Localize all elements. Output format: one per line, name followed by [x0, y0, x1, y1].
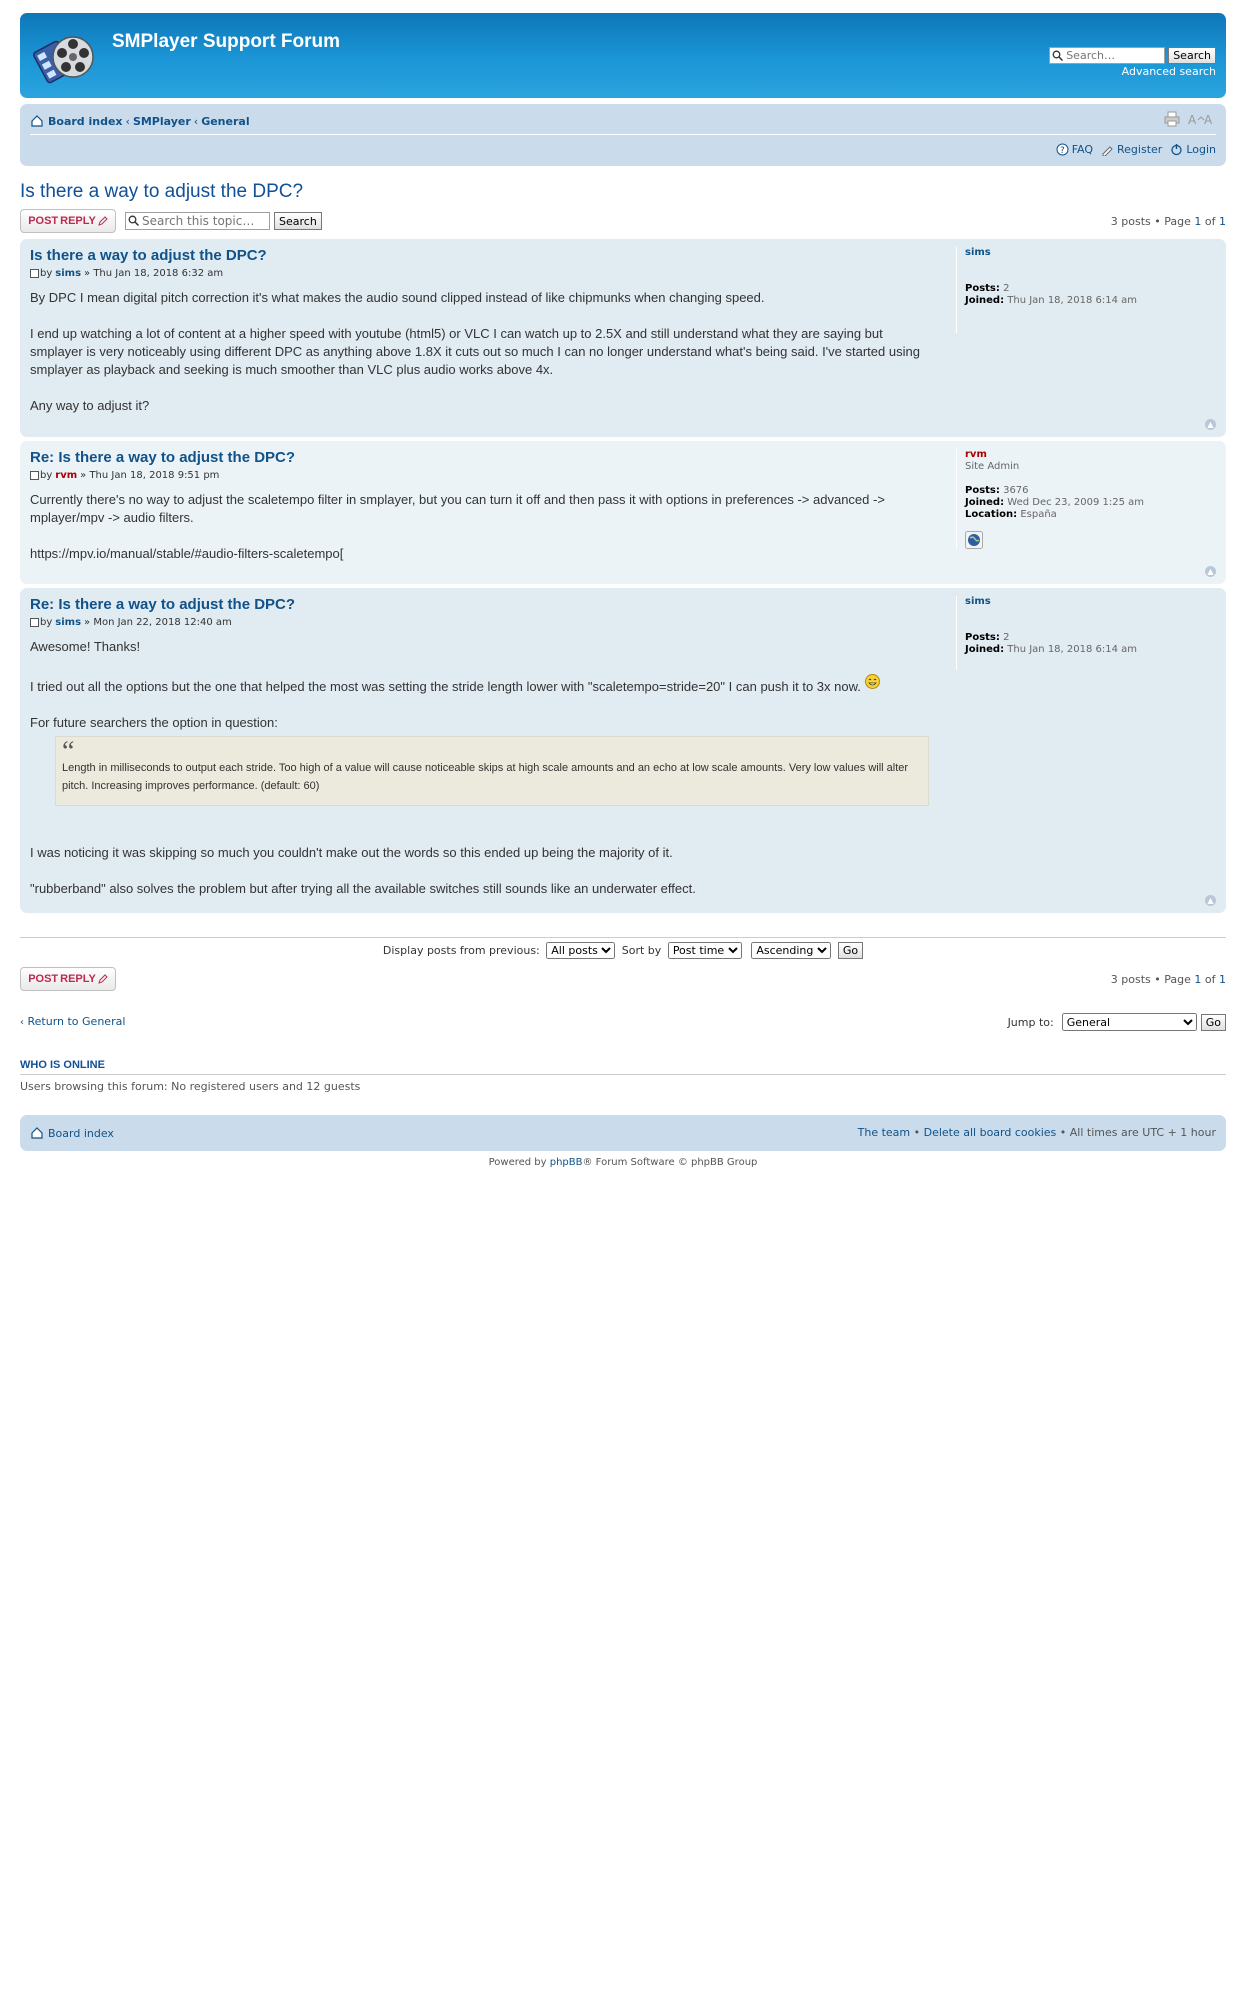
post-icon[interactable] [30, 618, 39, 627]
post-body [30, 449, 930, 581]
jump-select[interactable] [1062, 1013, 1197, 1031]
profile-posts-label: Posts: [965, 632, 1000, 643]
post-reply-prefix: POST [28, 973, 59, 985]
chevron-left-icon: ‹ [20, 1017, 24, 1028]
jump-go-button[interactable]: Go [1201, 1014, 1226, 1031]
breadcrumb-general[interactable]: General [201, 114, 250, 128]
pagination-middle: of [1201, 215, 1219, 228]
post-icon[interactable] [30, 269, 39, 278]
post-icon[interactable] [30, 471, 39, 480]
search-icon [128, 215, 139, 226]
footer-navbar [20, 1115, 1226, 1151]
post-profile [956, 596, 1226, 670]
post-profile [956, 247, 1226, 333]
quote-block [55, 736, 929, 806]
login-link[interactable] [1170, 143, 1216, 156]
back-to-top-icon[interactable]: ▲ [1205, 895, 1216, 906]
pagination-middle: of [1201, 973, 1219, 986]
post-link-text: https://mpv.io/manual/stable/#audio-filters-scaletempo[ [30, 546, 344, 561]
profile-username[interactable]: rvm [965, 449, 987, 460]
quote-text: Length in milliseconds to output each stride. Too high of a value will cause noticeable skips at high scale amounts and an echo at low scale amounts. Very low values will alter pitch. Increasing improves performance. (default: 60) [62, 762, 909, 792]
header-search [1049, 47, 1216, 64]
post-paragraph: For future searchers the option in question: [30, 715, 278, 730]
power-icon [1170, 143, 1183, 156]
print-icon[interactable] [1164, 111, 1180, 127]
home-icon [30, 1126, 44, 1140]
faq-icon [1056, 143, 1069, 156]
phpbb-link[interactable]: phpBB [549, 1157, 583, 1168]
header-bar [20, 13, 1226, 98]
profile-joined-label: Joined: [965, 497, 1005, 508]
copyright-prefix: Powered by [488, 1157, 550, 1168]
return-to-general[interactable]: Return to General [27, 1015, 126, 1028]
breadcrumb-smplayer[interactable]: SMPlayer [132, 114, 191, 128]
pagination-total[interactable]: 1 [1219, 215, 1226, 228]
post-author-line [30, 470, 930, 481]
pagination-page[interactable]: 1 [1194, 973, 1202, 986]
font-size-icon[interactable] [1188, 112, 1216, 126]
post-paragraph: I end up watching a lot of content at a higher speed with youtube (html5) or VLC I can watch up to 2.5X and still understand what they are saying but smplayer is very noticeably using different DPC as anything above 1.8X it cuts out so much I can no longer understand what's being said. I've started using smplayer as playback and seeking is much smoother than VLC plus audio works above 4x. [30, 326, 920, 377]
user-links [1056, 143, 1216, 156]
footer-board-index [30, 1126, 114, 1140]
breadcrumb-separator: ‹ [193, 114, 199, 128]
page-tools [1164, 111, 1216, 127]
pagination-page[interactable]: 1 [1194, 215, 1202, 228]
post-title[interactable]: Is there a way to adjust the DPC? [30, 247, 267, 264]
sort-key-select[interactable] [668, 942, 742, 959]
profile-posts-label: Posts: [965, 283, 1000, 294]
post-paragraph: By DPC I mean digital pitch correction it's what makes the audio sound clipped instead of like chipmunks when changing speed. [30, 290, 765, 305]
topic-search-button[interactable]: Search [274, 212, 322, 230]
pagination [1111, 215, 1226, 228]
delete-cookies-link[interactable]: Delete all board cookies [923, 1126, 1057, 1139]
post [20, 441, 1226, 584]
post-profile [956, 449, 1226, 549]
post [20, 588, 1226, 913]
pagination [1111, 973, 1226, 986]
post-paragraph: Any way to adjust it? [30, 398, 150, 413]
copyright [20, 1157, 1226, 1168]
topic-actions-top [20, 209, 1226, 235]
post-content [30, 638, 930, 898]
post-paragraph-text: I tried out all the options but the one that helped the most was setting the stride length lower with "scaletempo=stride=20" I can push it to 3x now. [30, 679, 861, 694]
navbar [20, 104, 1226, 166]
register-link[interactable] [1101, 143, 1162, 156]
pencil-icon [98, 974, 108, 984]
pagination-prefix: 3 posts • Page [1110, 973, 1195, 986]
header-search-button[interactable]: Search [1168, 47, 1216, 64]
post-body [30, 596, 930, 916]
profile-posts: 3676 [1003, 485, 1029, 496]
sort-direction-select[interactable] [751, 942, 831, 959]
topic-title[interactable]: Is there a way to adjust the DPC? [20, 181, 304, 202]
post-date: » Thu Jan 18, 2018 6:32 am [84, 268, 224, 279]
who-is-online-title[interactable]: WHO IS ONLINE [20, 1059, 1226, 1075]
profile-joined: Thu Jan 18, 2018 6:14 am [1007, 644, 1138, 655]
svg-text:A: A [1204, 113, 1213, 126]
register-icon [1101, 143, 1114, 156]
post-paragraph: Currently there's no way to adjust the scaletempo filter in smplayer, but you can turn it off and then pass it with options in preferences -> advanced -> mplayer/mpv -> audio filters. [30, 492, 885, 525]
post-title[interactable]: Re: Is there a way to adjust the DPC? [30, 596, 296, 613]
profile-posts: 2 [1003, 283, 1010, 294]
site-title[interactable]: SMPlayer Support Forum [112, 31, 341, 52]
profile-location-label: Location: [965, 509, 1018, 520]
post-author[interactable]: sims [55, 268, 82, 279]
author-by: by [40, 268, 53, 279]
author-by: by [40, 470, 53, 481]
pagination-total[interactable]: 1 [1219, 973, 1226, 986]
post-author[interactable]: sims [55, 617, 82, 628]
post-author[interactable]: rvm [55, 470, 78, 481]
breadcrumb-board-index[interactable]: Board index [48, 114, 123, 128]
svg-text:?: ? [1059, 146, 1065, 156]
pencil-icon [98, 216, 108, 226]
post-date: » Thu Jan 18, 2018 9:51 pm [80, 470, 220, 481]
the-team-link[interactable]: The team [857, 1126, 911, 1139]
post-paragraph: Awesome! Thanks! [30, 639, 141, 654]
who-is-online-text: Users browsing this forum: No registered users and 12 guests [20, 1080, 361, 1093]
jumpbox [1008, 1013, 1226, 1031]
profile-rank: Site Admin [965, 461, 1020, 472]
display-options [20, 937, 1226, 959]
topic-search [125, 212, 322, 230]
sort-label: Sort by [621, 944, 662, 957]
jumpbox-row [20, 1007, 1226, 1037]
profile-posts: 2 [1003, 632, 1010, 643]
profile-username[interactable]: sims [965, 596, 991, 607]
profile-location: España [1020, 509, 1057, 520]
display-label: Display posts from previous: [382, 944, 540, 957]
post-paragraph [30, 674, 930, 696]
display-days-select[interactable] [546, 942, 615, 959]
faq-link[interactable] [1056, 143, 1093, 156]
post-body [30, 247, 930, 433]
website-globe-icon[interactable] [965, 531, 983, 549]
site-logo[interactable] [33, 27, 97, 89]
profile-username[interactable]: sims [965, 247, 991, 258]
post-author-line [30, 268, 930, 279]
post-paragraph: "rubberband" also solves the problem but after trying all the available switches still sounds like an underwater effect. [30, 881, 696, 896]
post [20, 239, 1226, 437]
header-search-input[interactable] [1049, 47, 1165, 64]
post-reply-label: REPLY [60, 973, 96, 985]
post-date: » Mon Jan 22, 2018 12:40 am [84, 617, 232, 628]
quote-icon: “ [62, 736, 75, 767]
profile-joined-label: Joined: [965, 644, 1005, 655]
topic-search-input[interactable] [125, 212, 270, 230]
post-reply-label: REPLY [60, 215, 96, 227]
post-author-line [30, 617, 930, 628]
post-content [30, 491, 930, 563]
profile-posts-label: Posts: [965, 485, 1000, 496]
post-reply-button[interactable] [20, 967, 116, 991]
author-by: by [40, 617, 53, 628]
register-label[interactable]: Register [1117, 143, 1163, 156]
return-link[interactable] [20, 1015, 125, 1028]
topic-actions-bottom [20, 967, 1226, 993]
post-reply-button[interactable] [20, 209, 116, 233]
back-to-top-icon[interactable]: ▲ [1205, 566, 1216, 577]
post-reply-prefix: POST [28, 215, 59, 227]
breadcrumb [30, 114, 250, 128]
footer-sep: • [910, 1126, 924, 1139]
pagination-prefix: 3 posts • Page [1110, 215, 1195, 228]
profile-joined: Thu Jan 18, 2018 6:14 am [1007, 295, 1138, 306]
post-title[interactable]: Re: Is there a way to adjust the DPC? [30, 449, 296, 466]
display-go-button[interactable]: Go [838, 942, 863, 959]
who-is-online [20, 1059, 1226, 1093]
jump-label: Jump to: [1007, 1015, 1054, 1029]
login-label[interactable]: Login [1186, 143, 1216, 156]
home-icon [30, 114, 44, 128]
back-to-top-icon[interactable]: ▲ [1205, 419, 1216, 430]
laughing-smiley-icon [865, 674, 880, 689]
search-icon [1052, 50, 1063, 61]
footer-links [858, 1126, 1216, 1139]
profile-joined: Wed Dec 23, 2009 1:25 am [1007, 497, 1144, 508]
copyright-suffix: ® Forum Software © phpBB Group [582, 1157, 758, 1168]
timezone-text: • All times are UTC + 1 hour [1056, 1126, 1216, 1139]
breadcrumb-separator: ‹ [125, 114, 130, 128]
faq-label[interactable]: FAQ [1071, 143, 1094, 156]
navbar-divider [30, 134, 1216, 135]
profile-joined-label: Joined: [965, 295, 1005, 306]
svg-text:A: A [1188, 113, 1197, 126]
advanced-search-link[interactable]: Advanced search [1121, 65, 1216, 78]
footer-board-index-link[interactable]: Board index [48, 1126, 114, 1140]
post-content [30, 289, 930, 415]
post-paragraph: I was noticing it was skipping so much you couldn't make out the words so this ended up being the majority of it. [30, 845, 673, 860]
